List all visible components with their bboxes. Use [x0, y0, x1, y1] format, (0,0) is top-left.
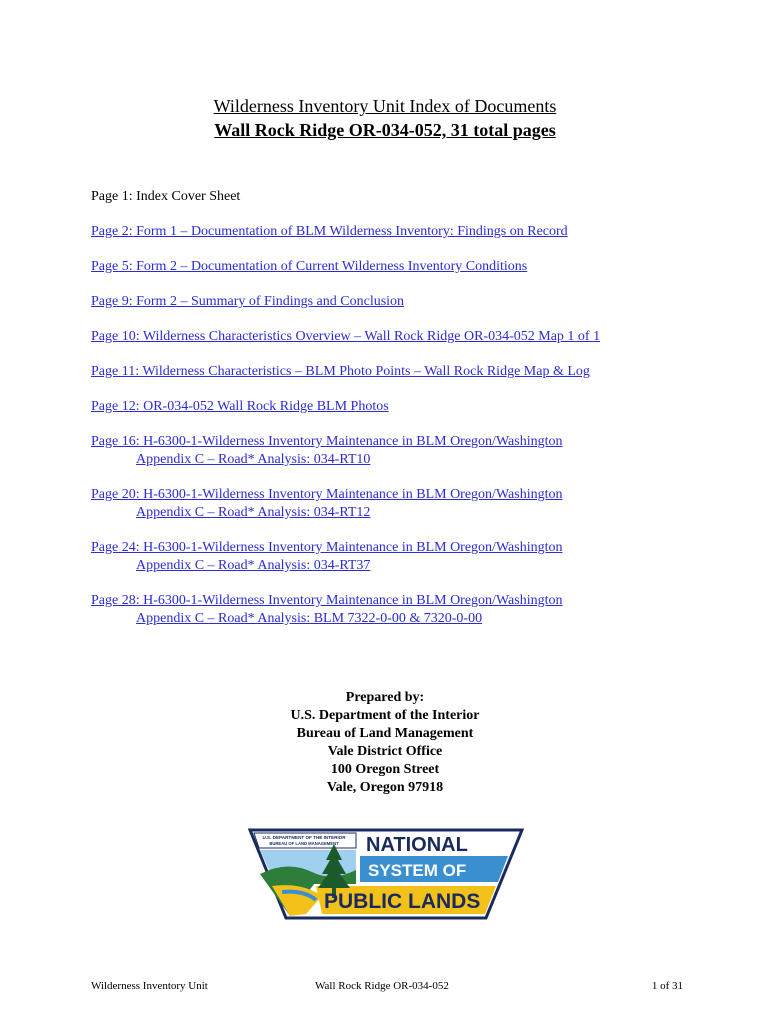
index-link[interactable] — [91, 293, 731, 311]
prepared-by-heading: Prepared by: — [345, 690, 425, 705]
index-entry-continuation: Appendix C – Road* Analysis: 034-RT10 — [136, 452, 371, 467]
index-link[interactable] — [91, 363, 731, 381]
prepared-by-line: Vale, Oregon 97918 — [326, 780, 444, 795]
logo-word-national: NATIONAL — [366, 834, 468, 856]
index-entry-text: Page 24: H-6300-1-Wilderness Inventory Maintenance in BLM Oregon/Washington — [91, 540, 563, 555]
index-item — [91, 188, 731, 206]
page-footer — [91, 978, 683, 994]
footer-page-number: 1 of 31 — [651, 980, 683, 992]
document-subtitle: Wall Rock Ridge OR-034-052, 31 total pages — [214, 120, 556, 140]
index-entry-text: Page 10: Wilderness Characteristics Overview – Wall Rock Ridge OR-034-052 Map 1 of 1 — [91, 329, 601, 344]
index-link[interactable] — [91, 539, 731, 575]
index-list — [91, 188, 731, 645]
logo-word-system-of: SYSTEM OF — [368, 861, 467, 880]
index-link[interactable] — [91, 223, 731, 241]
index-entry-continuation: Appendix C – Road* Analysis: 034-RT37 — [136, 558, 371, 573]
index-entry-text: Page 5: Form 2 – Documentation of Current Wilderness Inventory Conditions — [91, 259, 528, 274]
index-entry-text: Page 2: Form 1 – Documentation of BLM Wilderness Inventory: Findings on Record — [91, 224, 568, 239]
document-title: Wilderness Inventory Unit Index of Documents — [213, 96, 557, 116]
index-entry-continuation: Appendix C – Road* Analysis: 034-RT12 — [136, 505, 371, 520]
index-entry-continuation: Appendix C – Road* Analysis: BLM 7322-0-00 & 7320-0-00 — [136, 611, 483, 626]
index-entry-text: Page 1: Index Cover Sheet — [91, 189, 241, 204]
index-entry-text: Page 20: H-6300-1-Wilderness Inventory Maintenance in BLM Oregon/Washington — [91, 487, 563, 502]
logo-seal-text: BUREAU OF LAND MANAGEMENT — [269, 841, 339, 846]
index-link[interactable] — [91, 398, 731, 416]
index-entry-text: Page 11: Wilderness Characteristics – BLM Photo Points – Wall Rock Ridge Map & Log — [91, 364, 590, 379]
logo-seal-text: U.S. DEPARTMENT OF THE INTERIOR — [262, 835, 346, 840]
footer-left: Wilderness Inventory Unit — [91, 980, 208, 992]
index-entry-text: Page 28: H-6300-1-Wilderness Inventory Maintenance in BLM Oregon/Washington — [91, 593, 563, 608]
prepared-by-line: Bureau of Land Management — [296, 726, 474, 741]
national-system-of-public-lands-logo — [242, 826, 530, 922]
footer-center: Wall Rock Ridge OR-034-052 — [315, 980, 449, 992]
index-link[interactable] — [91, 433, 731, 469]
index-entry-text: Page 9: Form 2 – Summary of Findings and Conclusion — [91, 294, 405, 309]
logo-word-public-lands: PUBLIC LANDS — [324, 890, 481, 913]
index-link[interactable] — [91, 486, 731, 522]
prepared-by-line: U.S. Department of the Interior — [290, 708, 480, 723]
prepared-by-line: Vale District Office — [327, 744, 443, 759]
prepared-by-line: 100 Oregon Street — [330, 762, 440, 777]
index-entry-text: Page 12: OR-034-052 Wall Rock Ridge BLM Photos — [91, 399, 389, 414]
index-link[interactable] — [91, 258, 731, 276]
document-title-block — [0, 94, 770, 142]
index-link[interactable] — [91, 328, 731, 346]
index-entry-text: Page 16: H-6300-1-Wilderness Inventory Maintenance in BLM Oregon/Washington — [91, 434, 563, 449]
prepared-by-block — [0, 689, 770, 797]
index-link[interactable] — [91, 592, 731, 628]
